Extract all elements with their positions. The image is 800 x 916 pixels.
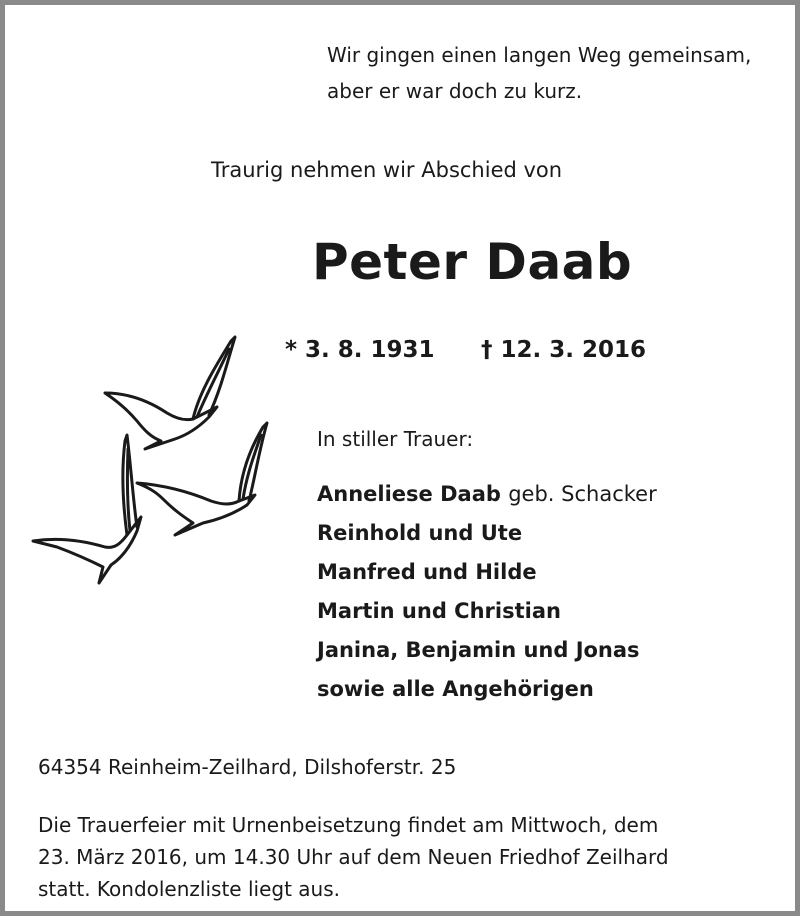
family-member-birth-name: geb. Schacker	[508, 482, 657, 506]
family-list	[317, 475, 657, 709]
motto	[327, 37, 751, 109]
deceased-name: Peter Daab	[312, 233, 633, 291]
intro-text: Traurig nehmen wir Abschied von	[211, 158, 563, 182]
family-member	[317, 475, 657, 514]
birth-date: * 3. 8. 1931	[285, 337, 435, 363]
service-line-1: Die Trauerfeier mit Urnenbeisetzung findet am Mittwoch, dem	[38, 813, 659, 837]
flying-birds-icon	[27, 331, 277, 587]
mourning-heading: In stiller Trauer:	[317, 427, 474, 451]
service-line-2: 23. März 2016, um 14.30 Uhr auf dem Neuen Friedhof Zeilhard	[38, 845, 669, 869]
motto-line-2: aber er war doch zu kurz.	[327, 79, 583, 103]
family-member: Janina, Benjamin und Jonas	[317, 638, 640, 662]
death-date: † 12. 3. 2016	[481, 337, 647, 363]
service-info	[38, 809, 669, 905]
address: 64354 Reinheim-Zeilhard, Dilshoferstr. 25	[38, 755, 457, 779]
family-member: Manfred und Hilde	[317, 560, 537, 584]
family-member: Martin und Christian	[317, 599, 561, 623]
motto-line-1: Wir gingen einen langen Weg gemeinsam,	[327, 43, 752, 67]
service-line-3: statt. Kondolenzliste liegt aus.	[38, 877, 340, 901]
family-member-name: Anneliese Daab	[317, 482, 501, 506]
family-member: Reinhold und Ute	[317, 521, 523, 545]
family-member: sowie alle Angehörigen	[317, 677, 594, 701]
